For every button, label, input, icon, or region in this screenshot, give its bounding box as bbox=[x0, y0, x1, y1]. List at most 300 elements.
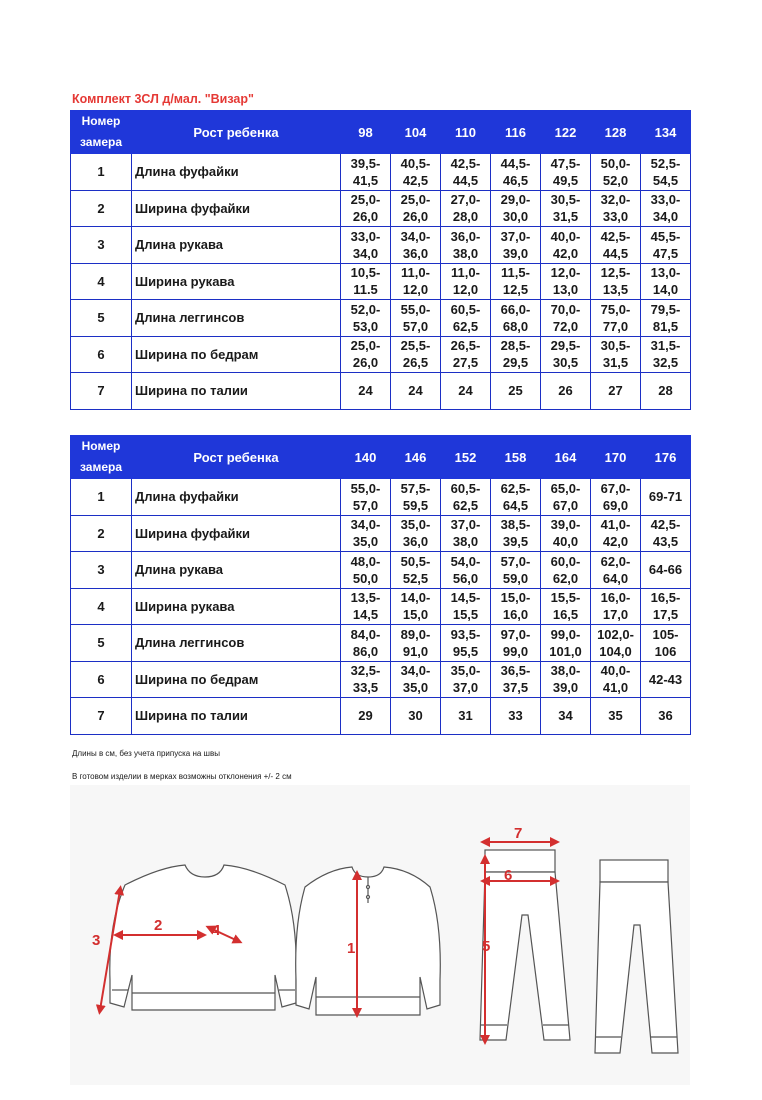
value-min: 24 bbox=[408, 383, 423, 399]
measure-name: Длина фуфайки bbox=[132, 154, 341, 191]
size-value bbox=[591, 263, 641, 300]
table-row bbox=[71, 515, 691, 552]
value-min: 62,0- bbox=[600, 553, 631, 569]
value-max: 69,0 bbox=[602, 497, 629, 513]
value-max: 12,0 bbox=[452, 282, 479, 298]
size-value bbox=[491, 227, 541, 264]
measure-name: Длина рукава bbox=[132, 227, 341, 264]
value-max: 67,0 bbox=[552, 497, 579, 513]
value-min: 26,5- bbox=[450, 338, 481, 354]
value-max: 30,0 bbox=[502, 209, 529, 225]
value-max: 42,5 bbox=[402, 172, 429, 188]
value-min: 38,5- bbox=[500, 517, 531, 533]
measure-number: 7 bbox=[71, 698, 132, 735]
value-max: 62,5 bbox=[452, 318, 479, 334]
size-value bbox=[641, 227, 691, 264]
value-max: 33,5 bbox=[352, 680, 379, 696]
value-max: 64,0 bbox=[602, 570, 629, 586]
size-value bbox=[491, 300, 541, 337]
value-max: 38,0 bbox=[452, 245, 479, 261]
size-value bbox=[591, 515, 641, 552]
value-min: 16,0- bbox=[600, 590, 631, 606]
size-value bbox=[641, 190, 691, 227]
value-min: 30,5- bbox=[600, 338, 631, 354]
value-min: 102,0- bbox=[597, 626, 634, 642]
size-value bbox=[591, 479, 641, 516]
size-value bbox=[341, 625, 391, 662]
value-min: 60,5- bbox=[450, 480, 481, 496]
size-value bbox=[341, 300, 391, 337]
value-min: 25,5- bbox=[400, 338, 431, 354]
shirt-back-sketch bbox=[110, 865, 296, 1010]
note-tolerance: В готовом изделии в мерках возможны отклонения +/- 2 см bbox=[72, 772, 292, 781]
size-value bbox=[641, 625, 691, 662]
value-min: 38,0- bbox=[550, 663, 581, 679]
size-value bbox=[441, 479, 491, 516]
measure-number: 3 bbox=[71, 227, 132, 264]
measurement-diagram bbox=[70, 785, 690, 1085]
value-max: 59,5 bbox=[402, 497, 429, 513]
value-min: 42-43 bbox=[648, 671, 683, 687]
height-col-header: 140 bbox=[341, 436, 391, 479]
size-value bbox=[541, 661, 591, 698]
value-max: 32,5 bbox=[652, 355, 679, 371]
size-value bbox=[591, 190, 641, 227]
value-max: 59,0 bbox=[502, 570, 529, 586]
value-max: 50,0 bbox=[352, 570, 379, 586]
value-min: 10,5- bbox=[350, 265, 381, 281]
value-max: 39,5 bbox=[502, 534, 529, 550]
measure-label-3: 3 bbox=[92, 932, 101, 949]
size-value bbox=[341, 336, 391, 373]
size-value bbox=[341, 588, 391, 625]
value-max: 35,0 bbox=[402, 680, 429, 696]
value-max: 52,5 bbox=[402, 570, 429, 586]
value-max: 11.5 bbox=[353, 282, 378, 298]
value-max: 36,0 bbox=[402, 245, 429, 261]
measure-number: 4 bbox=[71, 263, 132, 300]
value-min: 27 bbox=[608, 383, 623, 399]
measure-name: Ширина по талии bbox=[132, 698, 341, 735]
value-max: 91,0 bbox=[402, 643, 429, 659]
value-min: 29,5- bbox=[550, 338, 581, 354]
size-value bbox=[441, 336, 491, 373]
height-col-header: 176 bbox=[641, 436, 691, 479]
size-value bbox=[341, 515, 391, 552]
height-col-header: 104 bbox=[391, 111, 441, 154]
size-value bbox=[391, 625, 441, 662]
measure-number: 3 bbox=[71, 552, 132, 589]
measure-number: 5 bbox=[71, 300, 132, 337]
size-value bbox=[441, 154, 491, 191]
size-value bbox=[541, 154, 591, 191]
value-min: 16,5- bbox=[650, 590, 681, 606]
note-units: Длины в см, без учета припуска на швы bbox=[72, 749, 220, 758]
measure-number: 1 bbox=[71, 479, 132, 516]
size-table-1 bbox=[70, 110, 691, 410]
size-value bbox=[541, 263, 591, 300]
value-min: 42,5- bbox=[600, 228, 631, 244]
value-min: 42,5- bbox=[650, 517, 681, 533]
table-row bbox=[71, 227, 691, 264]
value-min: 25,0- bbox=[350, 192, 381, 208]
value-min: 27,0- bbox=[450, 192, 481, 208]
measure-name: Ширина по бедрам bbox=[132, 661, 341, 698]
value-min: 33 bbox=[508, 708, 523, 724]
measure-number: 5 bbox=[71, 625, 132, 662]
value-max: 72,0 bbox=[552, 318, 579, 334]
value-min: 55,0- bbox=[400, 301, 431, 317]
value-max: 104,0 bbox=[599, 643, 632, 659]
size-value bbox=[391, 373, 441, 410]
size-value bbox=[441, 661, 491, 698]
size-value bbox=[491, 588, 541, 625]
value-min: 84,0- bbox=[350, 626, 381, 642]
value-min: 36,0- bbox=[450, 228, 481, 244]
table-row bbox=[71, 263, 691, 300]
size-value bbox=[491, 515, 541, 552]
size-value bbox=[441, 300, 491, 337]
size-value bbox=[341, 263, 391, 300]
value-max: 35,0 bbox=[352, 534, 379, 550]
measure-name: Длина рукава bbox=[132, 552, 341, 589]
value-min: 13,5- bbox=[350, 590, 381, 606]
size-value bbox=[441, 698, 491, 735]
value-max: 27,5 bbox=[452, 355, 479, 371]
value-min: 54,0- bbox=[450, 553, 481, 569]
height-col-header: 122 bbox=[541, 111, 591, 154]
value-max: 47,5 bbox=[652, 245, 679, 261]
size-value bbox=[541, 336, 591, 373]
value-min: 105- bbox=[652, 626, 679, 642]
size-value bbox=[641, 263, 691, 300]
value-max: 49,5 bbox=[552, 172, 579, 188]
value-max: 42,0 bbox=[552, 245, 579, 261]
value-min: 50,0- bbox=[600, 155, 631, 171]
value-min: 25,0- bbox=[400, 192, 431, 208]
value-min: 40,0- bbox=[600, 663, 631, 679]
value-max: 68,0 bbox=[502, 318, 529, 334]
value-max: 38,0 bbox=[452, 534, 479, 550]
value-min: 39,0- bbox=[550, 517, 581, 533]
value-max: 44,5 bbox=[452, 172, 479, 188]
value-max: 15,0 bbox=[402, 607, 429, 623]
value-max: 28,0 bbox=[452, 209, 479, 225]
height-col-header: 146 bbox=[391, 436, 441, 479]
value-max: 29,5 bbox=[502, 355, 529, 371]
size-value bbox=[391, 227, 441, 264]
measure-name: Ширина рукава bbox=[132, 588, 341, 625]
value-max: 53,0 bbox=[352, 318, 379, 334]
value-min: 35,0- bbox=[400, 517, 431, 533]
value-max: 36,0 bbox=[402, 534, 429, 550]
size-value bbox=[341, 552, 391, 589]
value-max: 33,0 bbox=[602, 209, 629, 225]
value-min: 62,5- bbox=[500, 480, 531, 496]
value-min: 67,0- bbox=[600, 480, 631, 496]
value-max: 16,5 bbox=[552, 607, 579, 623]
value-min: 15,5- bbox=[550, 590, 581, 606]
size-value bbox=[441, 588, 491, 625]
value-min: 75,0- bbox=[600, 301, 631, 317]
value-max: 37,5 bbox=[502, 680, 529, 696]
height-col-header: 152 bbox=[441, 436, 491, 479]
height-col-header: 134 bbox=[641, 111, 691, 154]
value-max: 26,0 bbox=[352, 209, 379, 225]
value-min: 48,0- bbox=[350, 553, 381, 569]
header-row bbox=[71, 111, 691, 154]
value-min: 44,5- bbox=[500, 155, 531, 171]
value-min: 52,0- bbox=[350, 301, 381, 317]
size-value bbox=[441, 190, 491, 227]
size-value bbox=[491, 625, 541, 662]
garment-sketches bbox=[70, 785, 690, 1085]
value-min: 93,5- bbox=[450, 626, 481, 642]
size-value bbox=[591, 300, 641, 337]
value-max: 39,0 bbox=[552, 680, 579, 696]
measure-number: 6 bbox=[71, 661, 132, 698]
value-min: 65,0- bbox=[550, 480, 581, 496]
size-value bbox=[391, 479, 441, 516]
value-min: 25 bbox=[508, 383, 523, 399]
value-min: 11,5- bbox=[501, 265, 530, 281]
measure-label-6: 6 bbox=[504, 867, 513, 884]
value-min: 52,5- bbox=[650, 155, 681, 171]
value-max: 26,0 bbox=[352, 355, 379, 371]
value-min: 35 bbox=[608, 708, 623, 724]
table-row bbox=[71, 698, 691, 735]
value-max: 16,0 bbox=[502, 607, 529, 623]
value-max: 34,0 bbox=[352, 245, 379, 261]
value-min: 97,0- bbox=[500, 626, 531, 642]
size-value bbox=[591, 552, 641, 589]
size-value bbox=[441, 515, 491, 552]
value-max: 77,0 bbox=[602, 318, 629, 334]
value-max: 13,5 bbox=[602, 282, 629, 298]
value-max: 86,0 bbox=[352, 643, 379, 659]
value-min: 42,5- bbox=[450, 155, 481, 171]
value-min: 41,0- bbox=[600, 517, 631, 533]
measure-number: 1 bbox=[71, 154, 132, 191]
value-max: 41,0 bbox=[602, 680, 629, 696]
size-value bbox=[391, 336, 441, 373]
size-value bbox=[591, 154, 641, 191]
size-value bbox=[491, 552, 541, 589]
header-row bbox=[71, 436, 691, 479]
value-min: 31,5- bbox=[650, 338, 681, 354]
value-min: 99,0- bbox=[550, 626, 581, 642]
measure-number: 7 bbox=[71, 373, 132, 410]
size-value bbox=[391, 698, 441, 735]
measure-label-1: 1 bbox=[347, 940, 356, 957]
size-value bbox=[541, 373, 591, 410]
measure-label-7: 7 bbox=[514, 825, 523, 842]
size-value bbox=[391, 190, 441, 227]
size-value bbox=[491, 698, 541, 735]
value-min: 29,0- bbox=[500, 192, 531, 208]
value-min: 50,5- bbox=[400, 553, 431, 569]
value-min: 11,0- bbox=[401, 265, 430, 281]
value-max: 26,5 bbox=[402, 355, 429, 371]
size-value bbox=[491, 190, 541, 227]
value-max: 31,5 bbox=[552, 209, 579, 225]
value-min: 14,5- bbox=[450, 590, 481, 606]
height-col-header: 164 bbox=[541, 436, 591, 479]
size-value bbox=[591, 227, 641, 264]
value-min: 14,0- bbox=[400, 590, 431, 606]
value-max: 39,0 bbox=[502, 245, 529, 261]
value-min: 39,5- bbox=[350, 155, 381, 171]
value-max: 30,5 bbox=[552, 355, 579, 371]
size-value bbox=[391, 154, 441, 191]
value-max: 95,5 bbox=[452, 643, 479, 659]
size-value bbox=[441, 227, 491, 264]
table-row bbox=[71, 300, 691, 337]
value-min: 25,0- bbox=[350, 338, 381, 354]
value-min: 64-66 bbox=[648, 562, 683, 578]
value-min: 26 bbox=[558, 383, 573, 399]
value-min: 57,5- bbox=[400, 480, 431, 496]
value-min: 60,5- bbox=[450, 301, 481, 317]
value-min: 28,5- bbox=[500, 338, 531, 354]
value-max: 43,5 bbox=[652, 534, 679, 550]
size-value bbox=[591, 698, 641, 735]
size-value bbox=[341, 661, 391, 698]
size-value bbox=[391, 515, 441, 552]
size-value bbox=[541, 479, 591, 516]
value-max: 13,0 bbox=[552, 282, 579, 298]
height-col-header: 116 bbox=[491, 111, 541, 154]
value-min: 32,0- bbox=[600, 192, 631, 208]
table-row bbox=[71, 336, 691, 373]
value-min: 30 bbox=[408, 708, 423, 724]
value-min: 15,0- bbox=[500, 590, 531, 606]
size-table-2 bbox=[70, 435, 691, 735]
size-value bbox=[541, 300, 591, 337]
size-value bbox=[341, 698, 391, 735]
height-col-header: 158 bbox=[491, 436, 541, 479]
value-min: 33,0- bbox=[350, 228, 381, 244]
value-max: 81,5 bbox=[652, 318, 679, 334]
value-min: 12,0- bbox=[550, 265, 581, 281]
header-height: Рост ребенка bbox=[132, 436, 341, 479]
value-min: 45,5- bbox=[650, 228, 681, 244]
value-min: 79,5- bbox=[650, 301, 681, 317]
size-value bbox=[591, 661, 641, 698]
size-value bbox=[541, 625, 591, 662]
table-row bbox=[71, 625, 691, 662]
measure-name: Длина фуфайки bbox=[132, 479, 341, 516]
size-value bbox=[591, 336, 641, 373]
value-max: 57,0 bbox=[402, 318, 429, 334]
height-col-header: 170 bbox=[591, 436, 641, 479]
product-title: Комплект 3СЛ д/мал. "Визар" bbox=[72, 92, 254, 106]
value-min: 36 bbox=[658, 708, 673, 724]
value-min: 29 bbox=[358, 708, 373, 724]
size-value bbox=[641, 515, 691, 552]
value-max: 41,5 bbox=[352, 172, 379, 188]
value-min: 55,0- bbox=[350, 480, 381, 496]
value-max: 44,5 bbox=[602, 245, 629, 261]
value-min: 33,0- bbox=[650, 192, 681, 208]
value-max: 56,0 bbox=[452, 570, 479, 586]
pants-back-sketch bbox=[595, 860, 678, 1053]
value-min: 13,0- bbox=[650, 265, 681, 281]
value-max: 40,0 bbox=[552, 534, 579, 550]
table-row bbox=[71, 373, 691, 410]
table-row bbox=[71, 552, 691, 589]
value-min: 32,5- bbox=[350, 663, 381, 679]
value-min: 34,0- bbox=[350, 517, 381, 533]
size-value bbox=[441, 552, 491, 589]
value-max: 17,5 bbox=[652, 607, 679, 623]
size-value bbox=[391, 661, 441, 698]
size-value bbox=[541, 227, 591, 264]
value-max: 52,0 bbox=[602, 172, 629, 188]
size-value bbox=[541, 552, 591, 589]
header-num: Номер замера bbox=[71, 111, 132, 154]
value-max: 12,5 bbox=[502, 282, 529, 298]
size-value bbox=[641, 588, 691, 625]
value-min: 40,5- bbox=[400, 155, 431, 171]
value-max: 54,5 bbox=[652, 172, 679, 188]
measure-name: Ширина фуфайки bbox=[132, 515, 341, 552]
value-min: 60,0- bbox=[550, 553, 581, 569]
value-min: 34,0- bbox=[400, 663, 431, 679]
value-min: 37,0- bbox=[500, 228, 531, 244]
header-num: Номер замера bbox=[71, 436, 132, 479]
value-max: 42,0 bbox=[602, 534, 629, 550]
value-min: 70,0- bbox=[550, 301, 581, 317]
measure-name: Ширина фуфайки bbox=[132, 190, 341, 227]
value-min: 40,0- bbox=[550, 228, 581, 244]
size-value bbox=[591, 625, 641, 662]
measure-name: Длина леггинсов bbox=[132, 625, 341, 662]
value-max: 14,0 bbox=[652, 282, 679, 298]
measure-label-2: 2 bbox=[154, 917, 163, 934]
size-value bbox=[641, 661, 691, 698]
measure-label-4: 4 bbox=[212, 922, 221, 939]
value-max: 37,0 bbox=[452, 680, 479, 696]
value-min: 34,0- bbox=[400, 228, 431, 244]
size-value bbox=[641, 552, 691, 589]
value-max: 46,5 bbox=[502, 172, 529, 188]
table-row bbox=[71, 154, 691, 191]
value-min: 36,5- bbox=[500, 663, 531, 679]
measure-name: Ширина по талии bbox=[132, 373, 341, 410]
header-height: Рост ребенка bbox=[132, 111, 341, 154]
table-row bbox=[71, 661, 691, 698]
size-value bbox=[341, 154, 391, 191]
value-max: 26,0 bbox=[402, 209, 429, 225]
measure-name: Ширина рукава bbox=[132, 263, 341, 300]
measure-number: 2 bbox=[71, 515, 132, 552]
size-value bbox=[591, 373, 641, 410]
size-value bbox=[341, 227, 391, 264]
measure-name: Длина леггинсов bbox=[132, 300, 341, 337]
shirt-front-sketch bbox=[296, 867, 441, 1015]
value-max: 34,0 bbox=[652, 209, 679, 225]
value-max: 31,5 bbox=[602, 355, 629, 371]
value-min: 28 bbox=[658, 383, 673, 399]
size-value bbox=[541, 515, 591, 552]
value-min: 69-71 bbox=[648, 489, 683, 505]
value-min: 35,0- bbox=[450, 663, 481, 679]
size-value bbox=[391, 263, 441, 300]
value-min: 24 bbox=[458, 383, 473, 399]
measure-label-5: 5 bbox=[482, 938, 491, 955]
size-value bbox=[641, 336, 691, 373]
